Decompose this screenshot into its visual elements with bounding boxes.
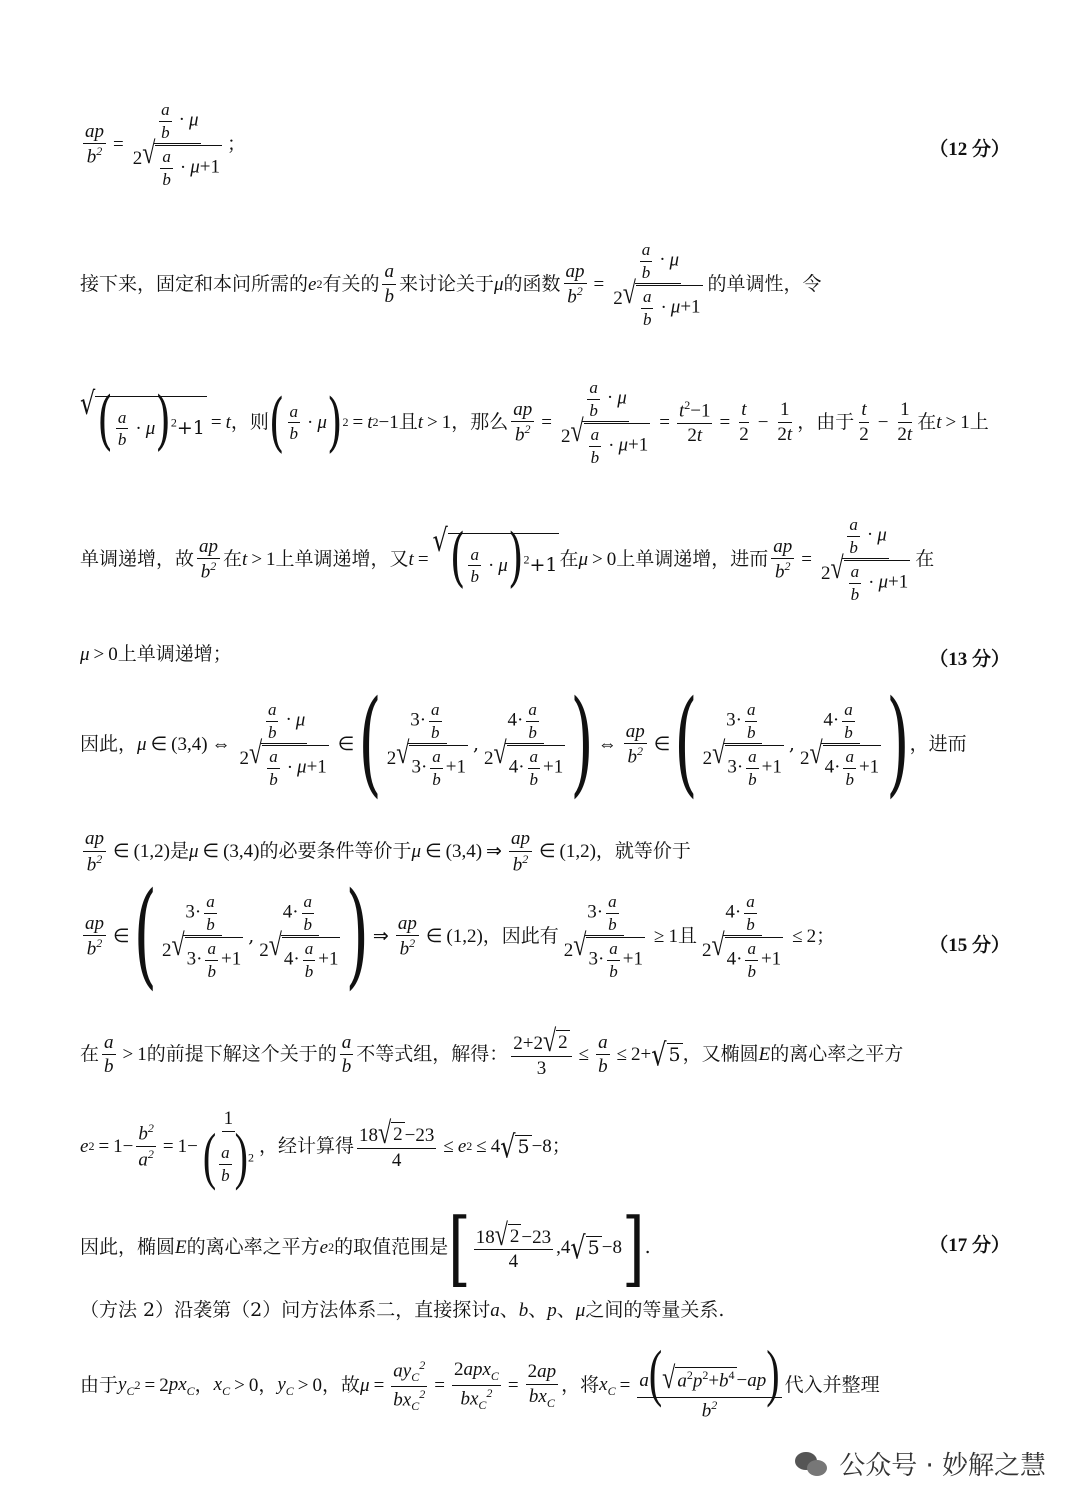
- paragraph-monotonic-intro: 接下来，固定和本问所需的 e 2 有关的 $\frac{a}{b}$ 来讨论关于 μ 的函数 $\frac{ap}{b^2}$ = $\frac{a}{b}$ · μ 2 √ $\frac{a}{b}$ · μ+1 的单调性，令: [80, 240, 822, 329]
- score-12: （12 分）: [929, 139, 1010, 160]
- paragraph-therefore-interval: 因此， μ ∈ (3,4) ⇔ $\frac{a}{b}$ · μ 2 √ $\frac{a}{b}$ · μ+1 ∈ ( 3· $\frac{a}{b}$ 2 √ 3· $\frac{a}{b}$ +1 , 4· $\frac{a}{b}$ 2 √ 4· $\frac{a}{b}$ +1 ) ⇔ $\frac{ap}{b^2}$ ∈ ( 3· $\frac{a}{b}$ 2 √ 3· $\frac{a}{b}$ +1 , 4· $\frac{a}{b}$ 2 √ 4· $\frac{a}{b}$ +1 ) ，进而: [80, 677, 967, 811]
- paragraph-substitution: √ ( $\frac{a}{b}$ · μ)$^2$+1 = t ，则 ( $\frac{a}{b}$ · μ ) 2 = t 2 −1 且 t > 1 ，那么 $\frac{ap}{b^2}$ = $\frac{a}{b}$ · μ 2 √ $\frac{a}{b}$ · μ+1 = $\frac{t^2-1}{2t}$ = $\frac{t}{2}$ − $\frac{1}{2t}$ ，由于 $\frac{t}{2}$ − $\frac{1}{2t}$ 在 t > 1 上: [80, 378, 989, 467]
- paragraph-necessary-condition: $\frac{ap}{b^2}$ ∈ (1,2) 是 μ ∈ (3,4) 的必要条件等价于 μ ∈ (3,4) ⇒ $\frac{ap}{b^2}$ ∈ (1,2) ，就等价于: [85, 828, 691, 876]
- paragraph-substitute-xc: 由于 $y_C$ 2 = 2 $px_C$ ， $x_C$ > 0 ， $y_C$ > 0 ，故 μ = $\frac{ay_C^2}{bx_C^2}$ = $\frac{2apx_C}{bx_C^2}$ = $\frac{2ap}{bx_C}$ ，将 $x_C$ = a( √ $a^2p^2+b^4$ −ap) $b^2$ 代入并整理: [80, 1336, 880, 1422]
- score-15: （15 分）: [929, 935, 1010, 956]
- paragraph-solve-result: 在 $\frac{a}{b}$ > 1 的前提下解这个关于的 $\frac{a}{b}$ 不等式组，解得： 2+2 √ 2 3 ≤ $\frac{a}{b}$ ≤ 2+ √ 5 ，又椭圆 E 的离心率之平方: [80, 1025, 904, 1079]
- paragraph-method-2: （方法 2）沿袭第（2）问方法体系二，直接探讨 a 、 b 、 p 、 μ 之间的等量关系.: [80, 1299, 725, 1321]
- paragraph-range-result: 因此，椭圆 E 的离心率之平方 e 2 的取值范围是 [ 18 √ 2 −23 4 ,4 √ 5 −8 ] .: [80, 1200, 651, 1296]
- paragraph-eccentricity: e 2 = 1− $\frac{b^2}{a^2}$ = 1− 1 ( $\frac{a}{b}$ )$^2$ ，经计算得 18 √ 2 −23 4 ≤ e 2 ≤ 4 √ 5 −8 ；: [80, 1108, 571, 1192]
- wechat-icon: [795, 1450, 829, 1478]
- score-13: （13 分）: [929, 649, 1010, 670]
- paragraph-increasing: 单调递增，故 $\frac{ap}{b^2}$ 在 t > 1 上单调递增，又 t = √ ( $\frac{a}{b}$ · μ)$^2$+1 在 μ > 0 上单调递增，进而 $\frac{ap}{b^2}$ = $\frac{a}{b}$ · μ 2 √ $\frac{a}{b}$ · μ+1 在: [80, 515, 935, 604]
- score-17: （17 分）: [929, 1235, 1010, 1256]
- watermark: [795, 1445, 1046, 1482]
- paragraph-mu-positive: μ > 0 上单调递增；: [80, 643, 232, 665]
- paragraph-inequality-system: $\frac{ap}{b^2}$ ∈ ( 3· $\frac{a}{b}$ 2 √ 3· $\frac{a}{b}$ +1 , 4· $\frac{a}{b}$ 2 √ 4· $\frac{a}{b}$ +1 ) ⇒ $\frac{ap}{b^2}$ ∈ (1,2) ，因此有 3· $\frac{a}{b}$ 2 √ 3· $\frac{a}{b}$ +1 ≥ 1 且 4· $\frac{a}{b}$ 2 √ 4· $\frac{a}{b}$ +1 ≤ 2 ；: [85, 869, 836, 1003]
- formula-ap-over-b2: $\frac{ap}{b^2}$ = $\frac{a}{b}$ · μ 2 √ $\frac{a}{b}$ · μ+1 ；: [85, 100, 246, 189]
- watermark-label: 公众号 · 妙解之慧: [839, 1451, 1046, 1481]
